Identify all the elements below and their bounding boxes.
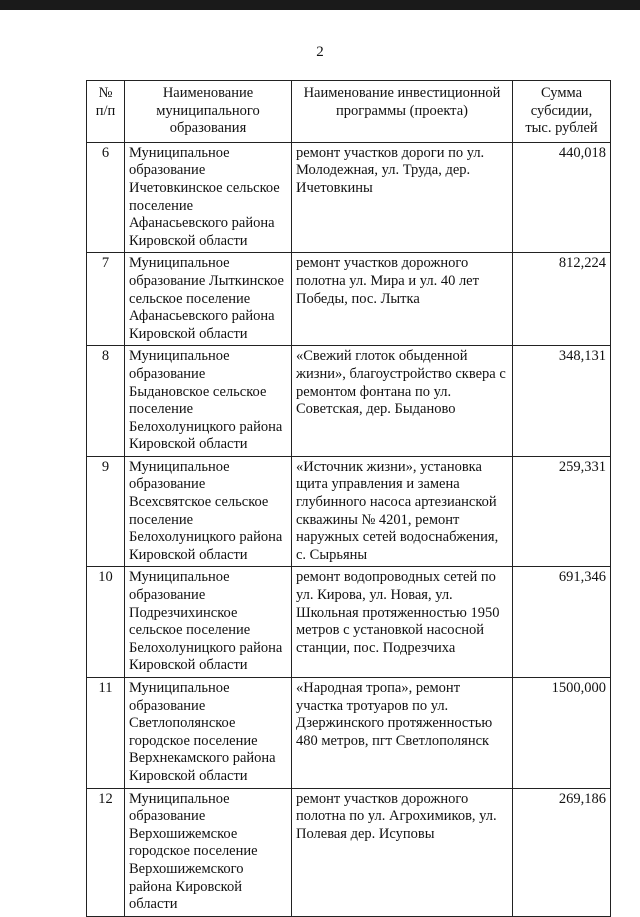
amount-cell: 691,346 bbox=[513, 567, 611, 678]
table-row bbox=[87, 253, 611, 346]
program-cell: ремонт участков дорожного полотна по ул. Агрохимиков, ул. Полевая дер. Исуповы bbox=[292, 788, 513, 916]
amount-cell: 259,331 bbox=[513, 456, 611, 567]
municipality-cell: Муниципальное образование Лыткинское сельское поселение Афанасьевского района Кировской области bbox=[125, 253, 292, 346]
program-cell: «Источник жизни», установка щита управления и замена глубинного насоса артезианской скважины № 4201, ремонт наружных сетей водоснабжения, с. Сырьяны bbox=[292, 456, 513, 567]
table-row bbox=[87, 456, 611, 567]
header-amount: Сумма субсидии, тыс. рублей bbox=[513, 81, 611, 143]
table-row bbox=[87, 346, 611, 457]
program-cell: ремонт водопроводных сетей по ул. Кирова, ул. Новая, ул. Школьная протяженностью 1950 метров с установкой насосной станции, пос. Подрезчиха bbox=[292, 567, 513, 678]
table-row bbox=[87, 567, 611, 678]
municipality-cell: Муниципальное образование Быдановское сельское поселение Белохолуницкого района Кировской области bbox=[125, 346, 292, 457]
row-number-cell: 12 bbox=[87, 788, 125, 916]
row-number-cell: 8 bbox=[87, 346, 125, 457]
header-program: Наименование инвестиционной программы (проекта) bbox=[292, 81, 513, 143]
program-cell: «Свежий глоток обыденной жизни», благоустройство сквера с ремонтом фонтана по ул. Советская, дер. Быданово bbox=[292, 346, 513, 457]
row-number-cell: 9 bbox=[87, 456, 125, 567]
municipality-cell: Муниципальное образование Ичетовкинское сельское поселение Афанасьевского района Кировской области bbox=[125, 142, 292, 253]
amount-cell: 269,186 bbox=[513, 788, 611, 916]
table-header-row bbox=[87, 81, 611, 143]
top-rule bbox=[0, 0, 640, 10]
header-municipality: Наименование муниципального образования bbox=[125, 81, 292, 143]
amount-cell: 812,224 bbox=[513, 253, 611, 346]
municipality-cell: Муниципальное образование Светлополянское городское поселение Верхнекамского района Кировской области bbox=[125, 678, 292, 789]
subsidy-table bbox=[86, 80, 611, 917]
row-number-cell: 10 bbox=[87, 567, 125, 678]
program-cell: «Народная тропа», ремонт участка тротуаров по ул. Дзержинского протяженностью 480 метров, пгт Светлополянск bbox=[292, 678, 513, 789]
page-number: 2 bbox=[316, 44, 324, 60]
amount-cell: 1500,000 bbox=[513, 678, 611, 789]
row-number-cell: 6 bbox=[87, 142, 125, 253]
table-row bbox=[87, 142, 611, 253]
table-body bbox=[87, 142, 611, 916]
row-number-cell: 7 bbox=[87, 253, 125, 346]
amount-cell: 348,131 bbox=[513, 346, 611, 457]
table-row bbox=[87, 678, 611, 789]
municipality-cell: Муниципальное образование Всехсвятское сельское поселение Белохолуницкого района Кировской области bbox=[125, 456, 292, 567]
program-cell: ремонт участков дорожного полотна ул. Мира и ул. 40 лет Победы, пос. Лытка bbox=[292, 253, 513, 346]
program-cell: ремонт участков дороги по ул. Молодежная, ул. Труда, дер. Ичетовкины bbox=[292, 142, 513, 253]
row-number-cell: 11 bbox=[87, 678, 125, 789]
municipality-cell: Муниципальное образование Подрезчихинское сельское поселение Белохолуницкого района Кировской области bbox=[125, 567, 292, 678]
table-row bbox=[87, 788, 611, 916]
municipality-cell: Муниципальное образование Верхошижемское городское поселение Верхошижемского района Кировской области bbox=[125, 788, 292, 916]
header-num: № п/п bbox=[87, 81, 125, 143]
amount-cell: 440,018 bbox=[513, 142, 611, 253]
